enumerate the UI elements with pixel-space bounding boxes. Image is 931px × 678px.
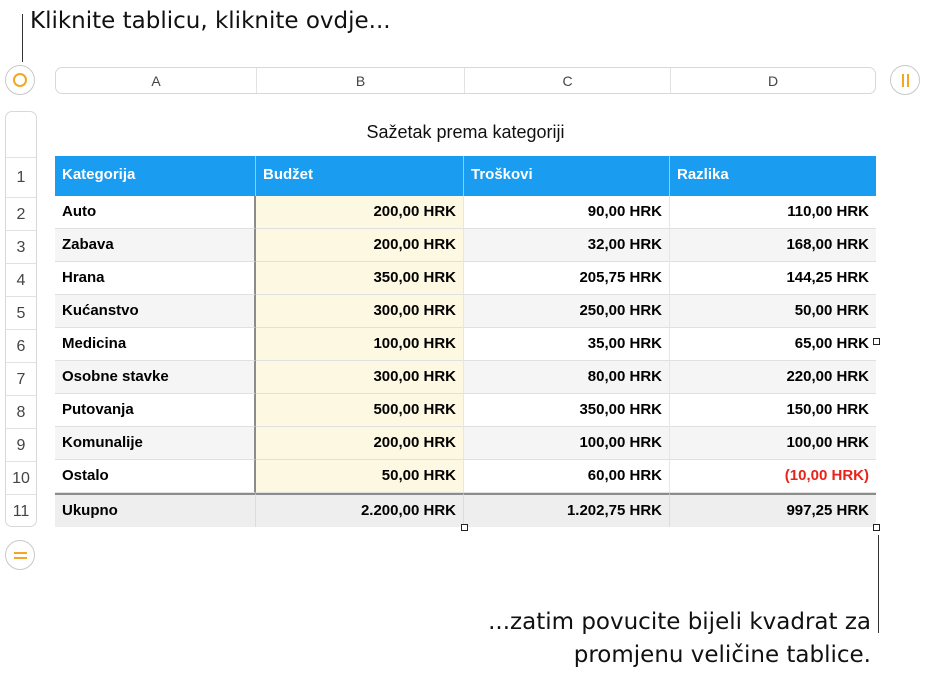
row-header-10[interactable]: 10 [6, 461, 36, 494]
callout-bottom-line1: ...zatim povucite bijeli kvadrat za [488, 609, 871, 635]
add-column-handle[interactable] [890, 65, 920, 95]
value-cell[interactable]: 100,00 HRK [256, 328, 464, 361]
category-cell[interactable]: Komunalije [55, 427, 256, 460]
value-cell[interactable]: 200,00 HRK [256, 196, 464, 229]
callout-top-line [22, 14, 23, 62]
value-cell[interactable]: 35,00 HRK [464, 328, 670, 361]
row-header-3[interactable]: 3 [6, 230, 36, 263]
row-header-5[interactable]: 5 [6, 296, 36, 329]
row-header-9[interactable]: 9 [6, 428, 36, 461]
value-cell[interactable]: 200,00 HRK [256, 229, 464, 262]
value-cell[interactable]: 60,00 HRK [464, 460, 670, 493]
value-cell[interactable]: 150,00 HRK [670, 394, 876, 427]
value-cell[interactable]: 250,00 HRK [464, 295, 670, 328]
category-cell[interactable]: Putovanja [55, 394, 256, 427]
header-cell[interactable]: Troškovi [464, 156, 670, 196]
value-cell[interactable]: 350,00 HRK [256, 262, 464, 295]
footer-cell[interactable]: Ukupno [55, 493, 256, 527]
row-header-4[interactable]: 4 [6, 263, 36, 296]
header-cell[interactable]: Budžet [256, 156, 464, 196]
footer-cell[interactable]: 1.202,75 HRK [464, 493, 670, 527]
value-cell[interactable]: 100,00 HRK [670, 427, 876, 460]
value-cell[interactable]: 80,00 HRK [464, 361, 670, 394]
value-cell[interactable]: 110,00 HRK [670, 196, 876, 229]
resize-handle-right[interactable] [873, 338, 880, 345]
column-header-d[interactable]: D [767, 73, 779, 89]
category-cell[interactable]: Auto [55, 196, 256, 229]
value-cell[interactable]: 168,00 HRK [670, 229, 876, 262]
header-cell[interactable]: Razlika [670, 156, 876, 196]
value-cell[interactable]: (10,00 HRK) [670, 460, 876, 493]
row-header-7[interactable]: 7 [6, 362, 36, 395]
row-header-11[interactable]: 11 [6, 494, 36, 527]
category-cell[interactable]: Osobne stavke [55, 361, 256, 394]
table-title[interactable]: Sažetak prema kategoriji [366, 122, 565, 142]
value-cell[interactable]: 50,00 HRK [670, 295, 876, 328]
value-cell[interactable]: 90,00 HRK [464, 196, 670, 229]
value-cell[interactable]: 200,00 HRK [256, 427, 464, 460]
value-cell[interactable]: 205,75 HRK [464, 262, 670, 295]
column-header-b[interactable]: B [257, 68, 465, 93]
column-header-a[interactable]: A [56, 68, 257, 93]
value-cell[interactable]: 220,00 HRK [670, 361, 876, 394]
resize-handle-corner[interactable] [873, 524, 880, 531]
circle-icon [13, 73, 27, 87]
category-cell[interactable]: Hrana [55, 262, 256, 295]
category-cell[interactable]: Ostalo [55, 460, 256, 493]
category-cell[interactable]: Medicina [55, 328, 256, 361]
row-header-2[interactable]: 2 [6, 197, 36, 230]
value-cell[interactable]: 500,00 HRK [256, 394, 464, 427]
callout-bottom-line [878, 535, 879, 633]
column-header-c[interactable]: C [465, 68, 671, 93]
value-cell[interactable]: 50,00 HRK [256, 460, 464, 493]
footer-cell[interactable]: 997,25 HRK [670, 493, 876, 527]
callout-bottom-line2: promjenu veličine tablice. [573, 642, 871, 668]
row-header-6[interactable]: 6 [6, 329, 36, 362]
footer-cell[interactable]: 2.200,00 HRK [256, 493, 464, 527]
value-cell[interactable]: 350,00 HRK [464, 394, 670, 427]
value-cell[interactable]: 300,00 HRK [256, 295, 464, 328]
row-header-1[interactable]: 1 [6, 157, 36, 197]
category-cell[interactable]: Kućanstvo [55, 295, 256, 328]
callout-bottom [271, 606, 871, 672]
header-cell[interactable]: Kategorija [55, 156, 256, 196]
row-header-8[interactable]: 8 [6, 395, 36, 428]
table-select-handle[interactable] [5, 65, 35, 95]
add-row-handle[interactable] [5, 540, 35, 570]
category-cell[interactable]: Zabava [55, 229, 256, 262]
value-cell[interactable]: 300,00 HRK [256, 361, 464, 394]
callout-top: Kliknite tablicu, kliknite ovdje... [30, 8, 391, 34]
value-cell[interactable]: 144,25 HRK [670, 262, 876, 295]
value-cell[interactable]: 100,00 HRK [464, 427, 670, 460]
column-header-bar [55, 67, 876, 94]
value-cell[interactable]: 65,00 HRK [670, 328, 876, 361]
value-cell[interactable]: 32,00 HRK [464, 229, 670, 262]
row-header-bar [5, 111, 37, 527]
resize-handle-bottom[interactable] [461, 524, 468, 531]
